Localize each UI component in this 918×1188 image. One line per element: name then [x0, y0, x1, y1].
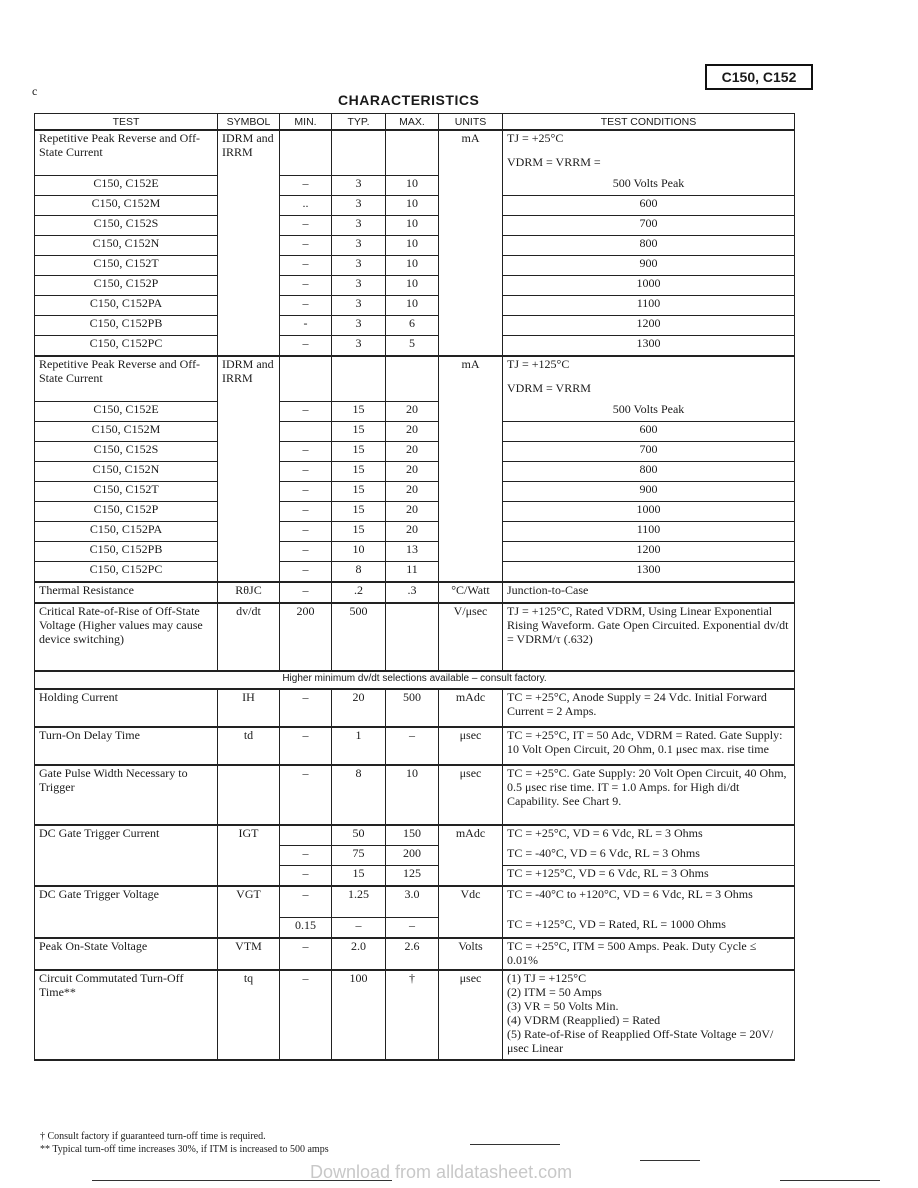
test-conditions	[503, 356, 795, 402]
table-row	[35, 603, 795, 671]
max-cell: –	[386, 727, 439, 765]
max-cell: 2.6	[386, 938, 439, 970]
table-row	[35, 196, 795, 216]
min-cell: 0.15	[280, 917, 332, 938]
typ-cell: 3	[332, 336, 386, 357]
test-name: Critical Rate-of-Rise of Off-State Voltage (Higher values may cause device switching)	[35, 603, 218, 671]
max-cell: .3	[386, 582, 439, 603]
min-cell: –	[280, 866, 332, 887]
symbol-cell: IH	[218, 689, 280, 727]
test-conditions: 1200	[503, 316, 795, 336]
max-cell: 10	[386, 236, 439, 256]
device-type: C150, C152M	[35, 196, 218, 216]
typ-cell: 15	[332, 442, 386, 462]
footnotes	[40, 1130, 329, 1156]
test-conditions: TC = +125°C, VD = Rated, RL = 1000 Ohms	[503, 917, 795, 938]
min-cell: –	[280, 482, 332, 502]
table-row	[35, 938, 795, 970]
max-cell: 10	[386, 176, 439, 196]
header-max: MAX.	[386, 114, 439, 131]
min-cell	[280, 356, 332, 402]
condition-line: (5) Rate-of-Rise of Reapplied Off-State Voltage = 20V/μsec Linear	[507, 1026, 774, 1055]
symbol-cell: dv/dt	[218, 603, 280, 671]
min-cell: –	[280, 236, 332, 256]
min-cell: –	[280, 765, 332, 825]
device-type: C150, C152P	[35, 502, 218, 522]
device-type: C150, C152E	[35, 176, 218, 196]
max-cell: 3.0	[386, 886, 439, 917]
typ-cell: 10	[332, 542, 386, 562]
min-cell: –	[280, 522, 332, 542]
typ-cell: 3	[332, 236, 386, 256]
device-type: C150, C152E	[35, 402, 218, 422]
table-row	[35, 562, 795, 583]
test-conditions: 900	[503, 482, 795, 502]
test-conditions: 1100	[503, 522, 795, 542]
typ-cell: 15	[332, 502, 386, 522]
max-cell: 10	[386, 296, 439, 316]
test-conditions: 700	[503, 442, 795, 462]
table-row	[35, 689, 795, 727]
device-type: C150, C152PC	[35, 336, 218, 357]
symbol-cell: tq	[218, 970, 280, 1060]
watermark: Download from alldatasheet.com	[310, 1162, 573, 1182]
test-conditions: 1100	[503, 296, 795, 316]
units-cell: Volts	[439, 938, 503, 970]
typ-cell: 3	[332, 256, 386, 276]
min-cell: –	[280, 689, 332, 727]
symbol-cell: VGT	[218, 886, 280, 938]
test-name: DC Gate Trigger Current	[35, 825, 218, 886]
units-cell: μsec	[439, 727, 503, 765]
test-conditions: 600	[503, 196, 795, 216]
units-cell: mA	[439, 130, 503, 356]
test-name: Holding Current	[35, 689, 218, 727]
test-conditions: 1000	[503, 502, 795, 522]
min-cell: –	[280, 970, 332, 1060]
condition-line: TJ = +25°C	[507, 131, 564, 145]
units-cell: μsec	[439, 765, 503, 825]
max-cell: 6	[386, 316, 439, 336]
table-row	[35, 825, 795, 846]
max-cell: 20	[386, 502, 439, 522]
test-name: Peak On-State Voltage	[35, 938, 218, 970]
units-cell: °C/Watt	[439, 582, 503, 603]
typ-cell: 20	[332, 689, 386, 727]
max-cell: 125	[386, 866, 439, 887]
max-cell: 150	[386, 825, 439, 846]
consult-factory-note: Higher minimum dv/dt selections available – consult factory.	[35, 671, 795, 689]
test-conditions: TJ = +125°C, Rated VDRM, Using Linear Exponential Rising Waveform. Gate Open Circuited. Exponential dv/dt = VDRM/τ (.632)	[503, 603, 795, 671]
test-conditions: TC = +25°C, ITM = 500 Amps. Peak. Duty Cycle ≤ 0.01%	[503, 938, 795, 970]
units-cell: μsec	[439, 970, 503, 1060]
device-type: C150, C152PB	[35, 316, 218, 336]
test-conditions	[503, 970, 795, 1060]
typ-cell: 1.25	[332, 886, 386, 917]
device-type: C150, C152T	[35, 256, 218, 276]
min-cell: –	[280, 938, 332, 970]
max-cell: 10	[386, 276, 439, 296]
typ-cell: 3	[332, 176, 386, 196]
test-conditions: 1200	[503, 542, 795, 562]
test-conditions: TC = -40°C, VD = 6 Vdc, RL = 3 Ohms	[503, 846, 795, 866]
max-cell: 10	[386, 765, 439, 825]
condition-line: VDRM = VRRM =	[507, 155, 601, 169]
symbol-cell: IDRM and IRRM	[218, 130, 280, 356]
max-cell: 13	[386, 542, 439, 562]
test-name: Thermal Resistance	[35, 582, 218, 603]
table-row	[35, 462, 795, 482]
symbol-cell	[218, 765, 280, 825]
symbol-cell: td	[218, 727, 280, 765]
test-conditions: 900	[503, 256, 795, 276]
min-cell: –	[280, 462, 332, 482]
min-cell	[280, 422, 332, 442]
typ-cell: 500	[332, 603, 386, 671]
units-cell: mAdc	[439, 825, 503, 886]
symbol-cell: IGT	[218, 825, 280, 886]
header-row	[35, 114, 795, 131]
characteristics-table	[34, 113, 794, 1061]
max-cell: 200	[386, 846, 439, 866]
units-cell: mAdc	[439, 689, 503, 727]
header-units: UNITS	[439, 114, 503, 131]
max-cell: †	[386, 970, 439, 1060]
typ-cell: 3	[332, 316, 386, 336]
min-cell: –	[280, 502, 332, 522]
min-cell	[280, 825, 332, 846]
margin-mark: c	[32, 84, 38, 98]
max-cell: 20	[386, 522, 439, 542]
min-cell: –	[280, 402, 332, 422]
min-cell: –	[280, 176, 332, 196]
test-conditions: 700	[503, 216, 795, 236]
test-name: Circuit Commutated Turn-Off Time**	[35, 970, 218, 1060]
units-cell: mA	[439, 356, 503, 582]
typ-cell: 15	[332, 402, 386, 422]
test-conditions: 600	[503, 422, 795, 442]
footnote-dagger: † Consult factory if guaranteed turn-off time is required.	[40, 1131, 266, 1142]
test-conditions: TC = +125°C, VD = 6 Vdc, RL = 3 Ohms	[503, 866, 795, 887]
test-conditions: 1000	[503, 276, 795, 296]
test-conditions: 500 Volts Peak	[503, 176, 795, 196]
header-min: MIN.	[280, 114, 332, 131]
max-cell	[386, 130, 439, 176]
device-type: C150, C152P	[35, 276, 218, 296]
test-conditions: TC = +25°C, IT = 50 Adc, VDRM = Rated. Gate Supply: 10 Volt Open Circuit, 20 Ohm, 0.1 μsec max. rise time	[503, 727, 795, 765]
min-cell: –	[280, 846, 332, 866]
table-row	[35, 336, 795, 357]
test-conditions: TC = +25°C, VD = 6 Vdc, RL = 3 Ohms	[503, 825, 795, 846]
device-type: C150, C152M	[35, 422, 218, 442]
max-cell: 5	[386, 336, 439, 357]
min-cell: –	[280, 276, 332, 296]
min-cell: 200	[280, 603, 332, 671]
test-name: Repetitive Peak Reverse and Off-State Current	[35, 130, 218, 176]
condition-line: (1) TJ = +125°C	[507, 970, 587, 985]
test-conditions: TC = +25°C. Gate Supply: 20 Volt Open Circuit, 40 Ohm, 0.5 μsec rise time. IT = 1.0 Amps. for High di/dt Capability. See Chart 9.	[503, 765, 795, 825]
table-row	[35, 130, 795, 176]
test-conditions: 800	[503, 462, 795, 482]
typ-cell	[332, 130, 386, 176]
min-cell: -	[280, 316, 332, 336]
test-name: Turn-On Delay Time	[35, 727, 218, 765]
test-name: Gate Pulse Width Necessary to Trigger	[35, 765, 218, 825]
typ-cell: 15	[332, 522, 386, 542]
table-row	[35, 442, 795, 462]
max-cell: –	[386, 917, 439, 938]
test-conditions: Junction-to-Case	[503, 582, 795, 603]
test-conditions: TC = -40°C to +120°C, VD = 6 Vdc, RL = 3 Ohms	[503, 886, 795, 917]
test-conditions	[503, 130, 795, 176]
typ-cell: 8	[332, 562, 386, 583]
max-cell	[386, 356, 439, 402]
table-row	[35, 502, 795, 522]
min-cell: –	[280, 256, 332, 276]
table-row	[35, 236, 795, 256]
table-row	[35, 276, 795, 296]
symbol-cell: IDRM and IRRM	[218, 356, 280, 582]
max-cell: 500	[386, 689, 439, 727]
typ-cell: 75	[332, 846, 386, 866]
max-cell: 20	[386, 462, 439, 482]
footnote-double-star: ** Typical turn-off time increases 30%, if ITM is increased to 500 amps	[40, 1144, 329, 1155]
header-test-conditions: TEST CONDITIONS	[503, 114, 795, 131]
device-type: C150, C152N	[35, 236, 218, 256]
typ-cell: 50	[332, 825, 386, 846]
typ-cell: 100	[332, 970, 386, 1060]
condition-line: (3) VR = 50 Volts Min.	[507, 998, 619, 1013]
table-row	[35, 671, 795, 689]
min-cell: –	[280, 216, 332, 236]
typ-cell: 3	[332, 216, 386, 236]
divider	[640, 1160, 700, 1161]
device-type: C150, C152PC	[35, 562, 218, 583]
min-cell: ..	[280, 196, 332, 216]
typ-cell: 1	[332, 727, 386, 765]
max-cell: 20	[386, 482, 439, 502]
max-cell: 10	[386, 196, 439, 216]
typ-cell: 15	[332, 462, 386, 482]
table-row	[35, 482, 795, 502]
max-cell: 11	[386, 562, 439, 583]
min-cell: –	[280, 442, 332, 462]
units-cell: Vdc	[439, 886, 503, 938]
min-cell: –	[280, 542, 332, 562]
min-cell: –	[280, 296, 332, 316]
typ-cell: 8	[332, 765, 386, 825]
units-cell: V/μsec	[439, 603, 503, 671]
test-name: DC Gate Trigger Voltage	[35, 886, 218, 938]
test-name: Repetitive Peak Reverse and Off-State Current	[35, 356, 218, 402]
table-row	[35, 176, 795, 196]
typ-cell: 2.0	[332, 938, 386, 970]
max-cell: 20	[386, 442, 439, 462]
min-cell	[280, 130, 332, 176]
typ-cell: 3	[332, 276, 386, 296]
page-title: CHARACTERISTICS	[338, 92, 480, 108]
max-cell	[386, 603, 439, 671]
header-typ: TYP.	[332, 114, 386, 131]
min-cell: –	[280, 582, 332, 603]
table-row	[35, 422, 795, 442]
table-row	[35, 356, 795, 402]
table-row	[35, 765, 795, 825]
table-row	[35, 886, 795, 917]
typ-cell: 3	[332, 196, 386, 216]
typ-cell: 15	[332, 422, 386, 442]
table-row	[35, 727, 795, 765]
table-row	[35, 582, 795, 603]
typ-cell: 3	[332, 296, 386, 316]
condition-line: VDRM = VRRM	[507, 381, 591, 395]
test-conditions: 1300	[503, 562, 795, 583]
typ-cell	[332, 356, 386, 402]
max-cell: 20	[386, 402, 439, 422]
test-conditions: 800	[503, 236, 795, 256]
divider	[470, 1144, 560, 1145]
divider	[780, 1180, 880, 1181]
device-type: C150, C152PA	[35, 522, 218, 542]
device-type: C150, C152PA	[35, 296, 218, 316]
device-type: C150, C152PB	[35, 542, 218, 562]
test-conditions: 500 Volts Peak	[503, 402, 795, 422]
device-type: C150, C152S	[35, 216, 218, 236]
typ-cell: 15	[332, 482, 386, 502]
device-type: C150, C152T	[35, 482, 218, 502]
max-cell: 20	[386, 422, 439, 442]
header-symbol: SYMBOL	[218, 114, 280, 131]
condition-line: (2) ITM = 50 Amps	[507, 984, 602, 999]
table-row	[35, 522, 795, 542]
condition-line: (4) VDRM (Reapplied) = Rated	[507, 1012, 661, 1027]
symbol-cell: RθJC	[218, 582, 280, 603]
typ-cell: 15	[332, 866, 386, 887]
table-row	[35, 970, 795, 1060]
condition-line: TJ = +125°C	[507, 357, 570, 371]
test-conditions: TC = +25°C, Anode Supply = 24 Vdc. Initial Forward Current = 2 Amps.	[503, 689, 795, 727]
header-test: TEST	[35, 114, 218, 131]
table-row	[35, 216, 795, 236]
table-row	[35, 316, 795, 336]
symbol-cell: VTM	[218, 938, 280, 970]
table-row	[35, 256, 795, 276]
min-cell: –	[280, 336, 332, 357]
min-cell: –	[280, 886, 332, 917]
table-row	[35, 542, 795, 562]
typ-cell: –	[332, 917, 386, 938]
typ-cell: .2	[332, 582, 386, 603]
table-row	[35, 296, 795, 316]
min-cell: –	[280, 562, 332, 583]
device-type: C150, C152N	[35, 462, 218, 482]
device-type: C150, C152S	[35, 442, 218, 462]
max-cell: 10	[386, 256, 439, 276]
table-row	[35, 402, 795, 422]
max-cell: 10	[386, 216, 439, 236]
part-number-box: C150, C152	[705, 64, 813, 90]
test-conditions: 1300	[503, 336, 795, 357]
min-cell: –	[280, 727, 332, 765]
